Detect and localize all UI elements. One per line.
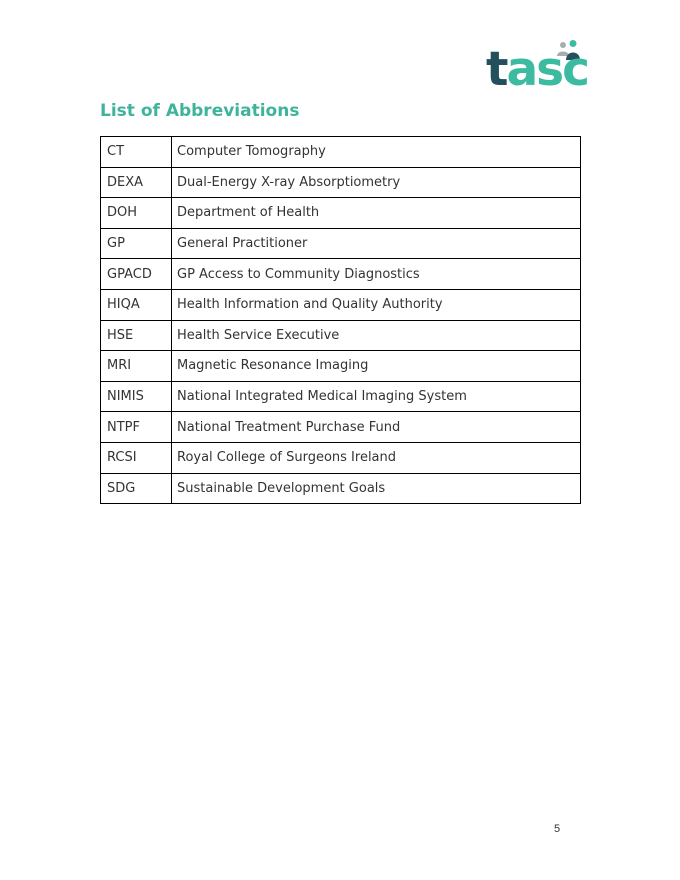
abbreviation-cell: CT xyxy=(101,137,172,168)
abbreviation-cell: HIQA xyxy=(101,289,172,320)
table-row xyxy=(101,289,581,320)
abbreviation-cell: DEXA xyxy=(101,167,172,198)
table-row xyxy=(101,473,581,504)
table-row xyxy=(101,351,581,382)
abbreviation-cell: NTPF xyxy=(101,412,172,443)
meaning-cell: Dual-Energy X-ray Absorptiometry xyxy=(172,167,581,198)
table-row xyxy=(101,259,581,290)
meaning-cell: General Practitioner xyxy=(172,228,581,259)
page-number: 5 xyxy=(554,823,561,835)
table-row xyxy=(101,228,581,259)
meaning-cell: National Treatment Purchase Fund xyxy=(172,412,581,443)
abbreviations-table xyxy=(100,136,581,504)
abbreviation-cell: HSE xyxy=(101,320,172,351)
table-row xyxy=(101,442,581,473)
abbreviations-table-body xyxy=(101,137,581,504)
table-row xyxy=(101,198,581,229)
abbreviation-cell: GP xyxy=(101,228,172,259)
abbreviation-cell: MRI xyxy=(101,351,172,382)
table-row xyxy=(101,320,581,351)
meaning-cell: Royal College of Surgeons Ireland xyxy=(172,442,581,473)
table-row xyxy=(101,381,581,412)
abbreviation-cell: DOH xyxy=(101,198,172,229)
meaning-cell: National Integrated Medical Imaging System xyxy=(172,381,581,412)
meaning-cell: GP Access to Community Diagnostics xyxy=(172,259,581,290)
logo-letters-asc: asc xyxy=(506,42,589,97)
table-row xyxy=(101,412,581,443)
abbreviation-cell: GPACD xyxy=(101,259,172,290)
meaning-cell: Health Service Executive xyxy=(172,320,581,351)
meaning-cell: Computer Tomography xyxy=(172,137,581,168)
table-row xyxy=(101,137,581,168)
abbreviation-cell: RCSI xyxy=(101,442,172,473)
table-row xyxy=(101,167,581,198)
logo-letter-t: t xyxy=(486,42,507,97)
tasc-logo xyxy=(486,40,589,97)
meaning-cell: Sustainable Development Goals xyxy=(172,473,581,504)
page-title: List of Abbreviations xyxy=(100,101,300,121)
meaning-cell: Health Information and Quality Authority xyxy=(172,289,581,320)
meaning-cell: Department of Health xyxy=(172,198,581,229)
meaning-cell: Magnetic Resonance Imaging xyxy=(172,351,581,382)
abbreviation-cell: NIMIS xyxy=(101,381,172,412)
logo-wordmark xyxy=(486,44,588,96)
abbreviation-cell: SDG xyxy=(101,473,172,504)
